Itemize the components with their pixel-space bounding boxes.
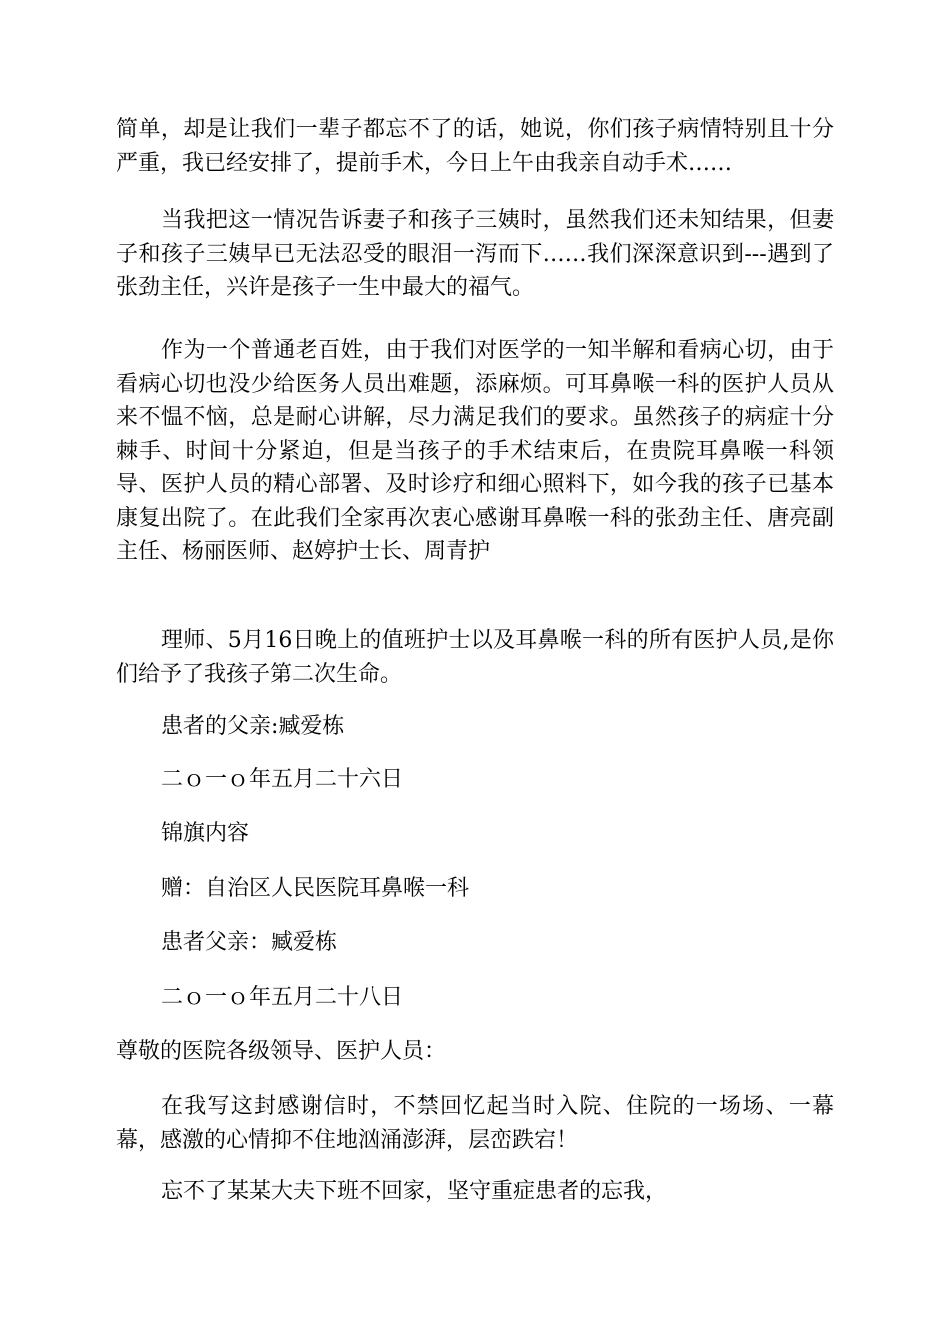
- paragraph-5: 在我写这封感谢信时，不禁回忆起当时入院、住院的一场场、一幕幕，感激的心情抑不住地汹涌澎湃，层峦跌宕！: [116, 1094, 834, 1153]
- signature-line: 患者的父亲:臧爱栋: [161, 714, 345, 739]
- salutation: 尊敬的医院各级领导、医护人员：: [116, 1039, 447, 1064]
- date-line-1: 二ｏ一ｏ年五月二十六日: [161, 767, 404, 792]
- paragraph-1: 简单，却是让我们一辈子都忘不了的话，她说，你们孩子病情特别且十分严重，我已经安排了，提前手术，今日上午由我亲自动手术……: [116, 117, 834, 176]
- paragraph-4: 理师、5月16日晚上的值班护士以及耳鼻喉一科的所有医护人员,是你们给予了我孩子第二次生命。: [116, 628, 834, 687]
- banner-sender: 患者父亲：臧爱栋: [161, 930, 338, 955]
- banner-heading: 锦旗内容: [161, 821, 250, 846]
- paragraph-2: 当我把这一情况告诉妻子和孩子三姨时，虽然我们还未知结果，但妻子和孩子三姨早已无法忍受的眼泪一泻而下……我们深深意识到---遇到了张劲主任，兴许是孩子一生中最大的福气。: [116, 208, 834, 300]
- paragraph-3: 作为一个普通老百姓，由于我们对医学的一知半解和看病心切，由于看病心切也没少给医务人员出难题，添麻烦。可耳鼻喉一科的医护人员从来不愠不恼，总是耐心讲解，尽力满足我们的要求。虽然孩子的病症十分棘手、时间十分紧迫，但是当孩子的手术结束后，在贵院耳鼻喉一科领导、医护人员的精心部署、及时诊疗和细心照料下，如今我的孩子已基本康复出院了。在此我们全家再次衷心感谢耳鼻喉一科的张劲主任、唐亮副主任、杨丽医师、赵婷护士长、周青护: [116, 338, 834, 564]
- date-line-2: 二ｏ一ｏ年五月二十八日: [161, 985, 404, 1010]
- banner-recipient: 赠：自治区人民医院耳鼻喉一科: [161, 876, 470, 901]
- paragraph-6: 忘不了某某大夫下班不回家，坚守重症患者的忘我，: [161, 1179, 668, 1204]
